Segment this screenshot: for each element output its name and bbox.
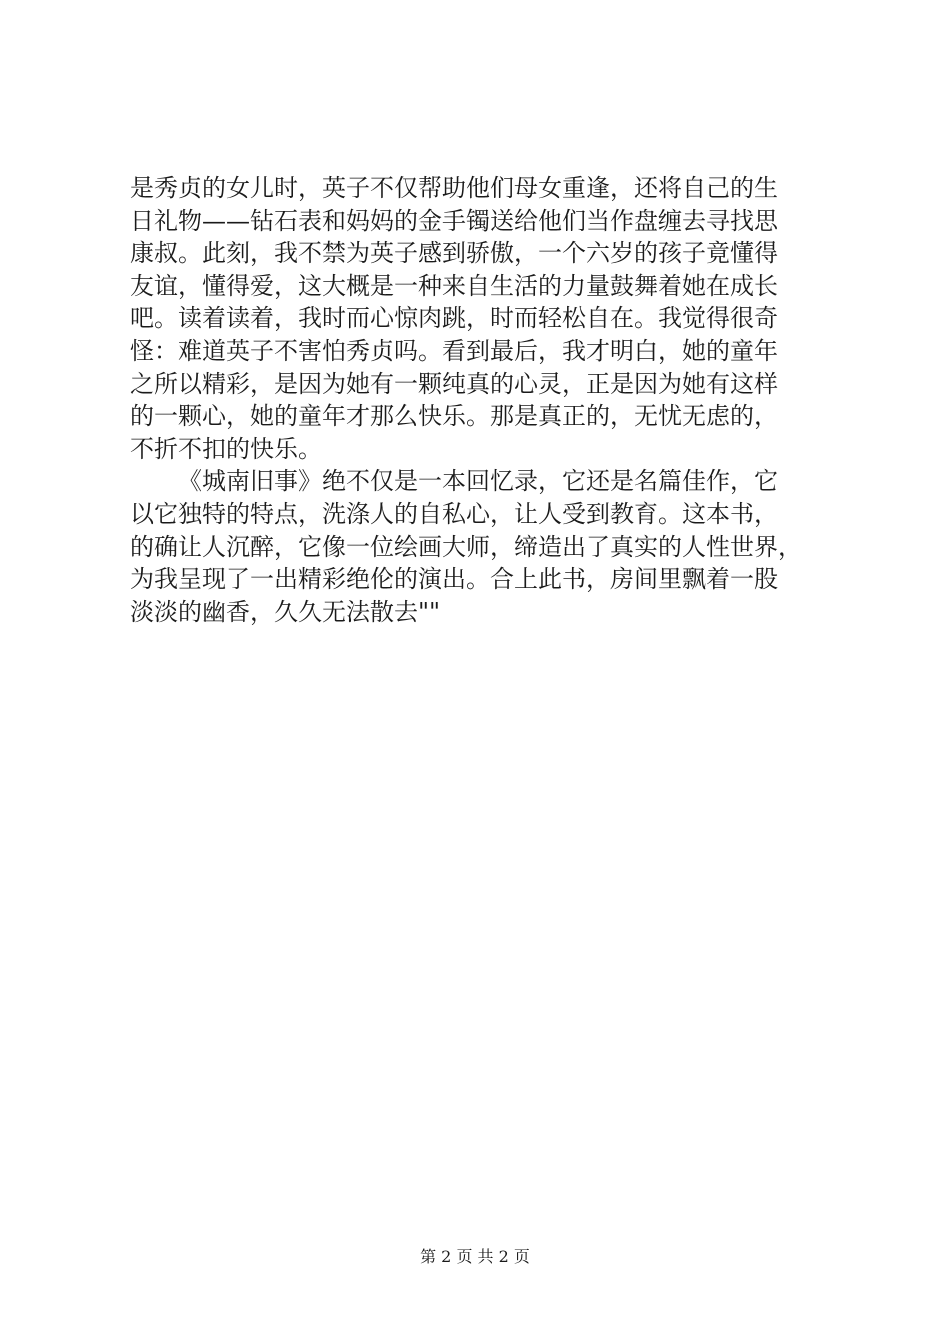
page-number-footer: 第 2 页 共 2 页	[420, 1247, 530, 1266]
paragraph-1-line: 的一颗心，她的童年才那么快乐。那是真正的，无忧无虑的，	[130, 402, 778, 431]
paragraph-2-line: 淡淡的幽香，久久无法散去""	[130, 597, 441, 626]
paragraph-1-line: 是秀贞的女儿时，英子不仅帮助他们母女重逢，还将自己的生	[130, 174, 778, 202]
paragraph-2-line: 为我呈现了一出精彩绝伦的演出。合上此书，房间里飘着一股	[130, 565, 778, 594]
paragraph-1-line: 之所以精彩，是因为她有一颗纯真的心灵，正是因为她有这样	[130, 369, 778, 398]
paragraph-2-line: 以它独特的特点，洗涤人的自私心，让人受到教育。这本书，	[130, 499, 778, 528]
document-body	[130, 172, 830, 628]
paragraph-1-line: 康叔。此刻，我不禁为英子感到骄傲，一个六岁的孩子竟懂得	[130, 239, 778, 268]
paragraph-2-line: 《城南旧事》绝不仅是一本回忆录，它还是名篇佳作，它	[178, 467, 778, 496]
paragraph-1-line: 不折不扣的快乐。	[130, 434, 322, 463]
paragraph-2-line: 的确让人沉醉，它像一位绘画大师，缔造出了真实的人性世界，	[130, 532, 802, 561]
paragraph-1-line: 吧。读着读着，我时而心惊肉跳，时而轻松自在。我觉得很奇	[130, 304, 778, 333]
paragraph-1-line: 日礼物——钻石表和妈妈的金手镯送给他们当作盘缠去寻找思	[130, 206, 778, 235]
paragraph-1-line: 友谊，懂得爱，这大概是一种来自生活的力量鼓舞着她在成长	[130, 271, 778, 300]
paragraph-1-line: 怪：难道英子不害怕秀贞吗。看到最后，我才明白，她的童年	[130, 336, 778, 365]
